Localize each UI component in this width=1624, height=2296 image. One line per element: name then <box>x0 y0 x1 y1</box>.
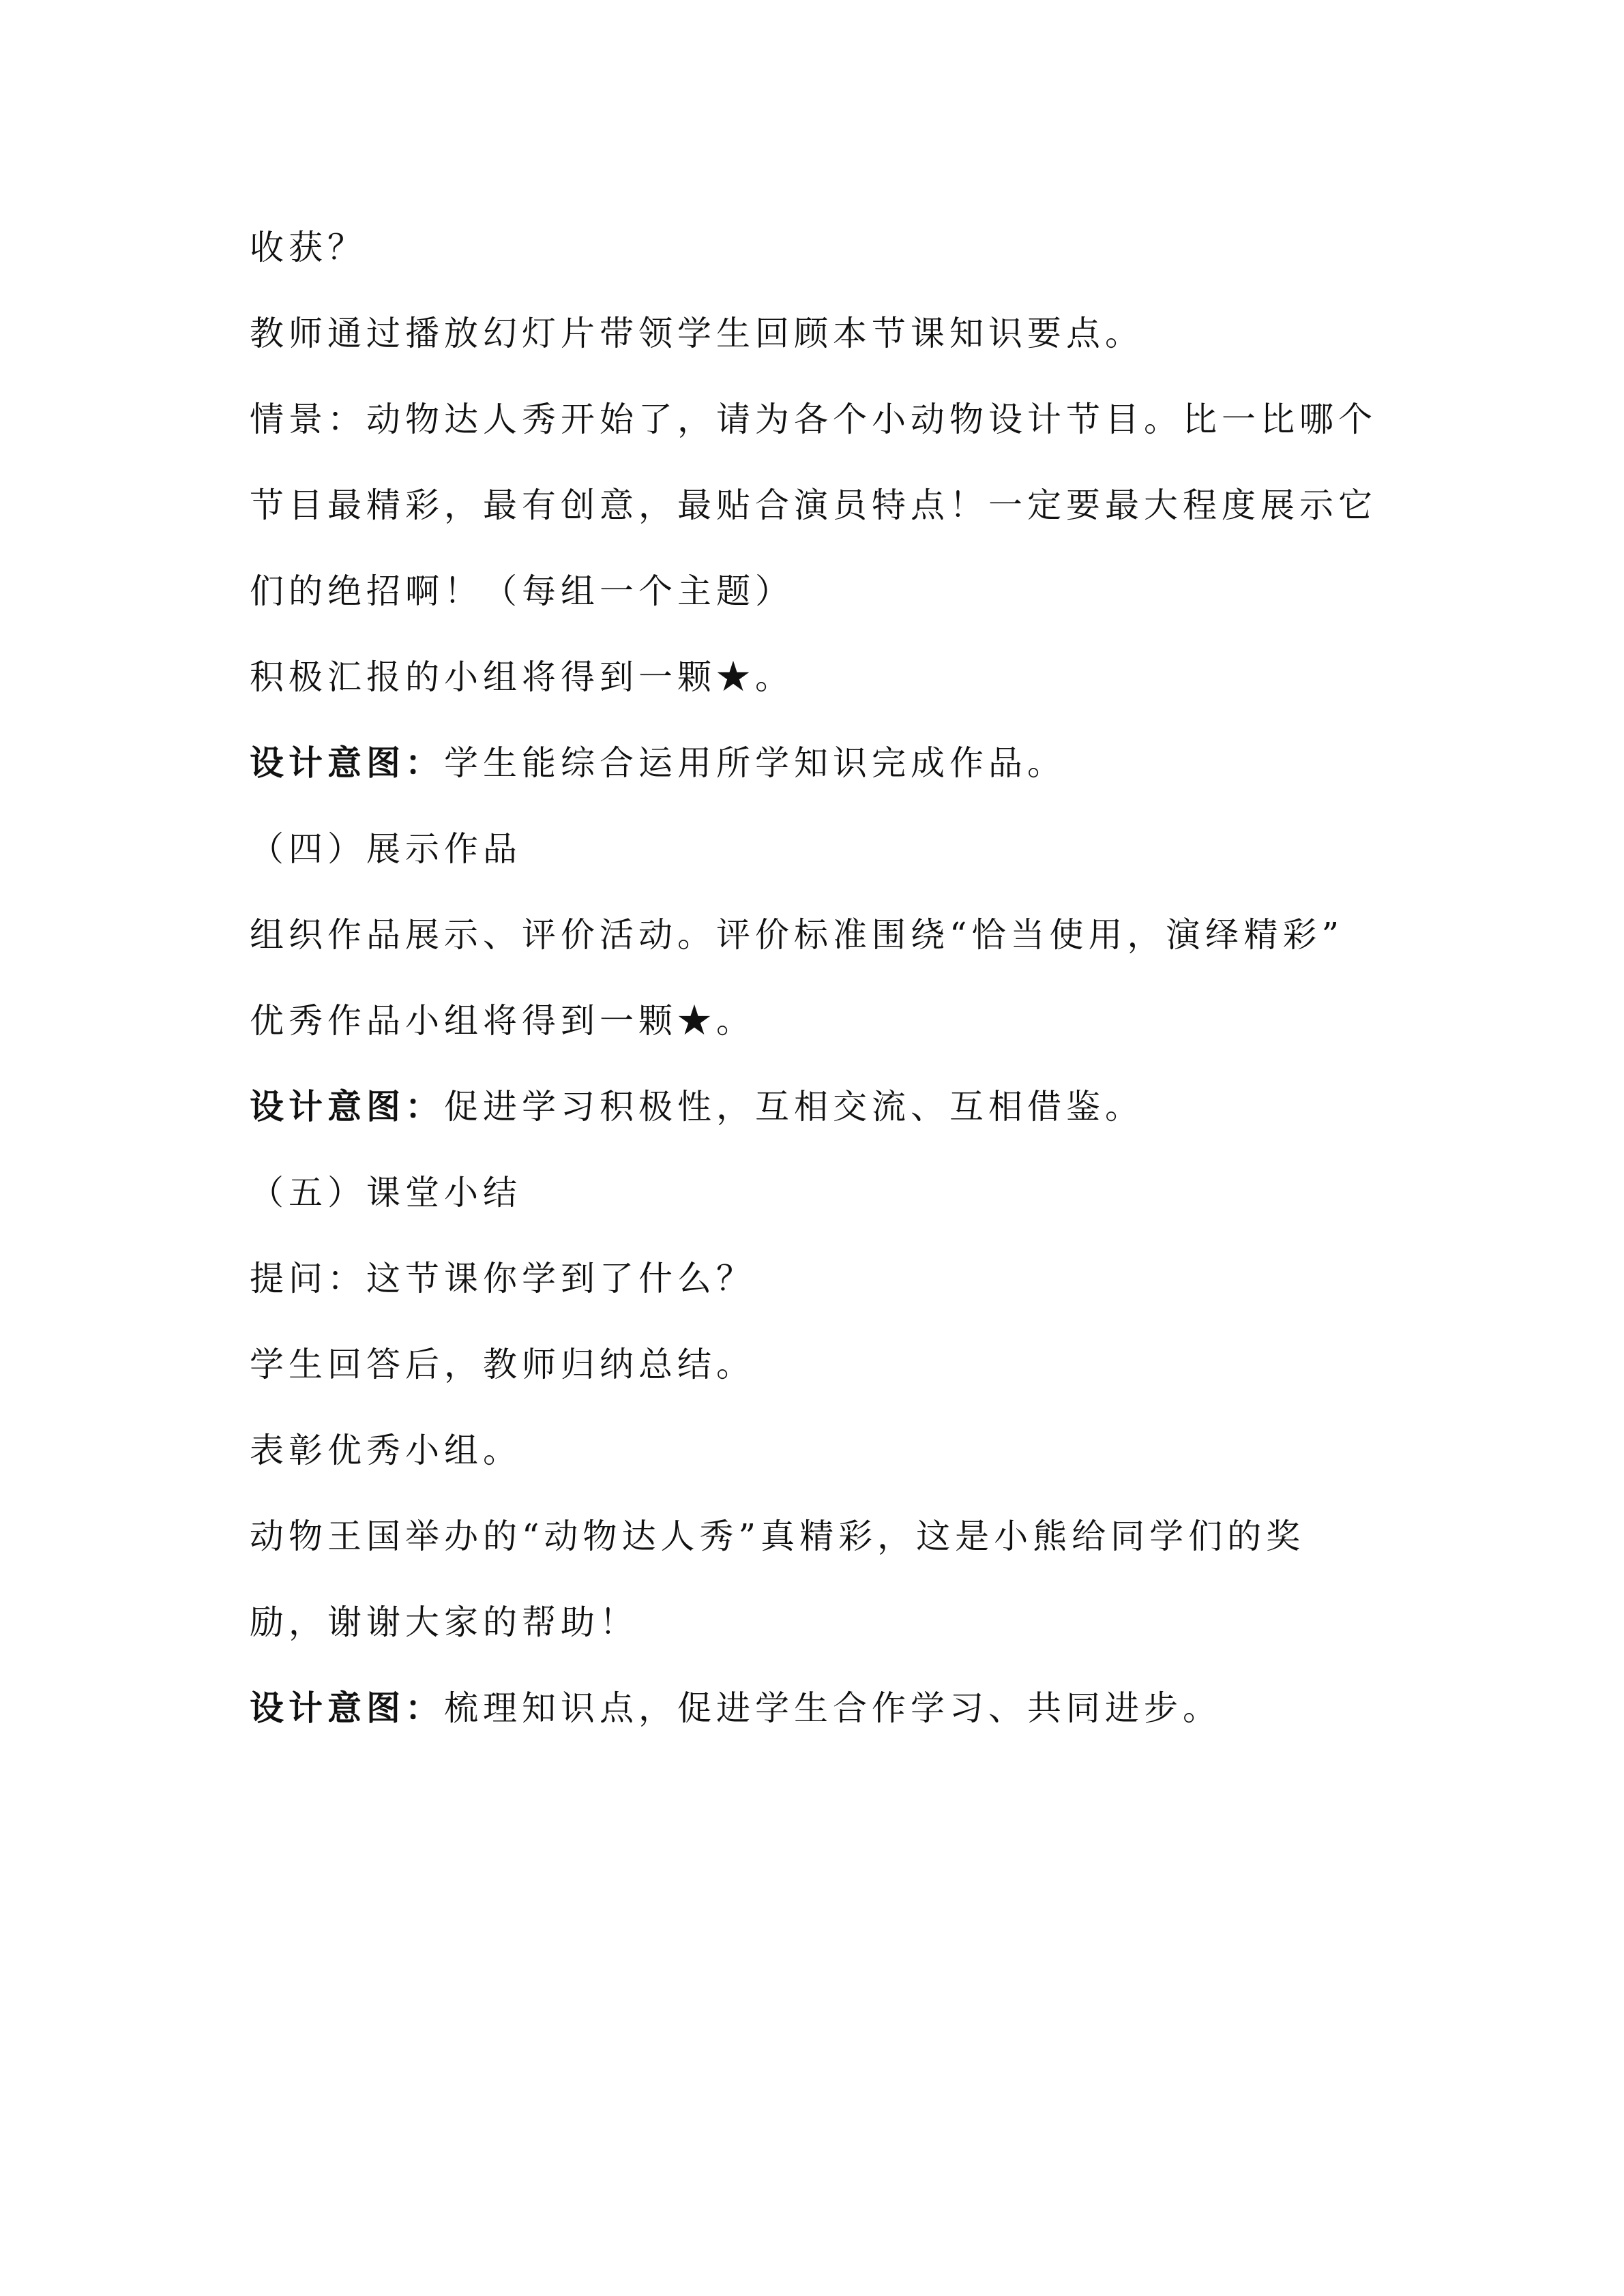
paragraph-line <box>250 1579 1382 1665</box>
design-intent-line <box>250 720 1382 806</box>
paragraph-line <box>250 462 1382 548</box>
line-text: （五）课堂小结 <box>250 1173 522 1212</box>
line-text: （四）展示作品 <box>250 829 522 869</box>
line-text: 提问：这节课你学到了什么？ <box>250 1259 755 1298</box>
line-text: 促进学习积极性，互相交流、互相借鉴。 <box>444 1087 1144 1127</box>
line-text: 节目最精彩，最有创意，最贴合演员特点！一定要最大程度展示它 <box>250 486 1377 525</box>
line-text: 学生能综合运用所学知识完成作品。 <box>444 743 1066 783</box>
section-heading <box>250 1150 1382 1236</box>
design-intent-line <box>250 1064 1382 1150</box>
paragraph-line <box>250 376 1382 462</box>
paragraph-line <box>250 205 1382 290</box>
line-text: 教师通过播放幻灯片带领学生回顾本节课知识要点。 <box>250 314 1144 353</box>
design-intent-line <box>250 1665 1382 1751</box>
paragraph-line <box>250 548 1382 634</box>
paragraph-line <box>250 1236 1382 1322</box>
line-text: 励，谢谢大家的帮助！ <box>250 1602 638 1642</box>
line-text: 学生回答后，教师归纳总结。 <box>250 1345 755 1384</box>
line-text: 组织作品展示、评价活动。评价标准围绕“恰当使用，演绎精彩” <box>250 915 1344 955</box>
design-intent-label: 设计意图： <box>250 1086 444 1127</box>
paragraph-line <box>250 290 1382 376</box>
paragraph-line <box>250 1407 1382 1493</box>
paragraph-line <box>250 1322 1382 1407</box>
paragraph-line <box>250 978 1382 1064</box>
design-intent-label: 设计意图： <box>250 743 444 783</box>
line-text: 情景：动物达人秀开始了，请为各个小动物设计节目。比一比哪个 <box>250 400 1377 439</box>
section-heading <box>250 806 1382 892</box>
line-text: 收获？ <box>250 228 366 267</box>
line-text: 梳理知识点，促进学生合作学习、共同进步。 <box>444 1688 1222 1728</box>
design-intent-label: 设计意图： <box>250 1688 444 1728</box>
line-text: 们的绝招啊！（每组一个主题） <box>250 571 794 611</box>
line-text: 积极汇报的小组将得到一颗★。 <box>250 657 794 697</box>
document-body <box>250 205 1382 1751</box>
paragraph-line <box>250 1493 1382 1579</box>
paragraph-line <box>250 634 1382 720</box>
line-text: 优秀作品小组将得到一颗★。 <box>250 1001 755 1041</box>
paragraph-line <box>250 892 1382 978</box>
line-text: 动物王国举办的“动物达人秀”真精彩，这是小熊给同学们的奖 <box>250 1517 1305 1556</box>
line-text: 表彰优秀小组。 <box>250 1431 522 1470</box>
